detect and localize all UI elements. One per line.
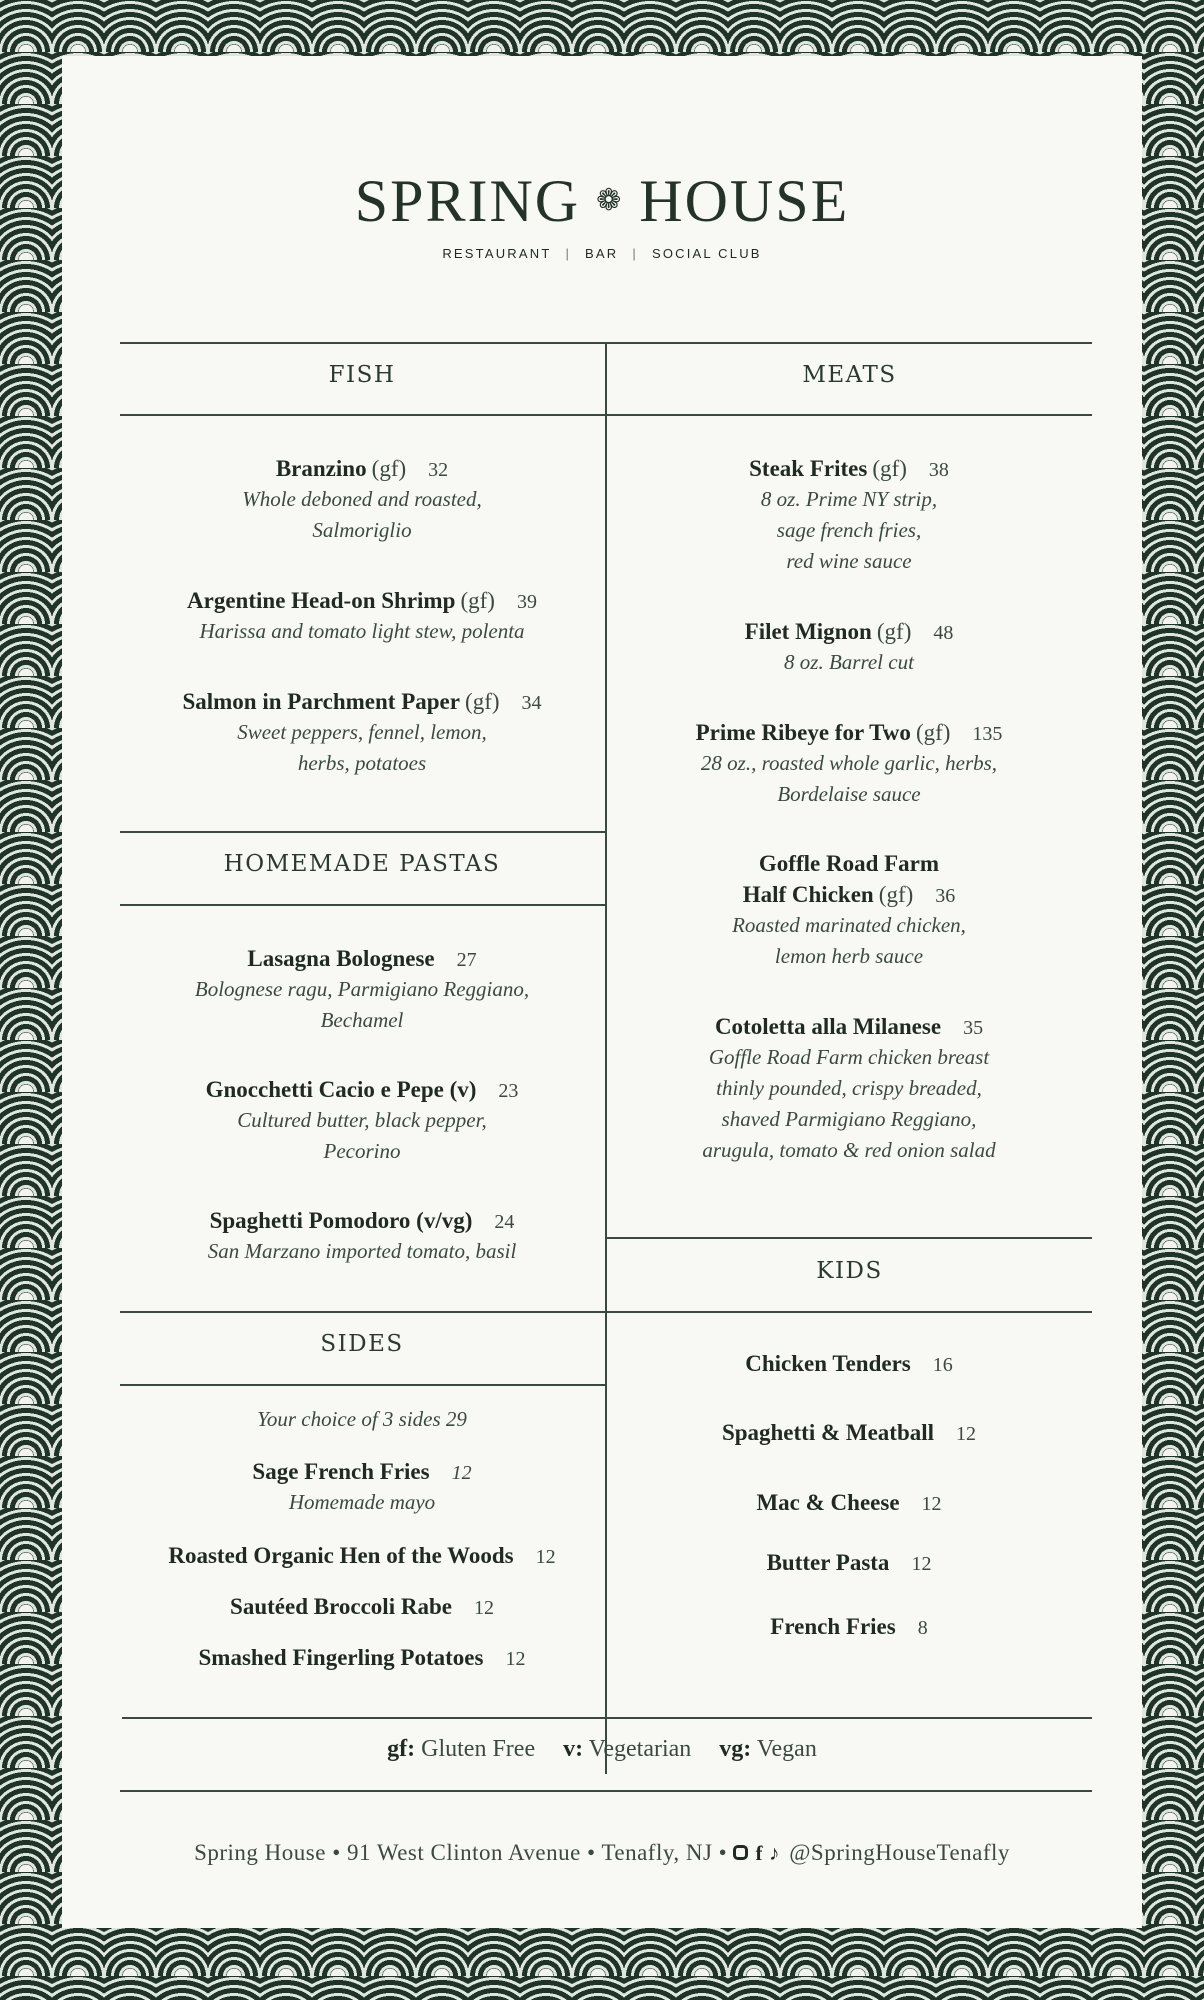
item-name: Spaghetti & Meatball [721,1420,935,1445]
section-title-sides: SIDES [320,1331,404,1357]
section-title-pastas: HOMEMADE PASTAS [223,851,501,877]
item-tag: (gf) [876,619,912,644]
divider-legend-top [122,1717,1092,1719]
item-desc: 8 oz. Prime NY strip, [760,487,938,511]
item-desc: shaved Parmigiano Reggiano, [721,1107,977,1131]
item-price: 36 [935,885,956,907]
divider-pastas-bottom [120,904,605,906]
tagline-bar: BAR [585,246,619,261]
item-name: Spaghetti Pomodoro (v/vg) [209,1208,473,1233]
item-name: Lasagna Bolognese [247,946,435,971]
tagline-divider: | [632,246,638,261]
item-desc: Cultured butter, black pepper, [237,1108,487,1132]
menu-item-salmon [122,686,602,779]
item-price: 16 [932,1354,953,1376]
item-desc: thinly pounded, crispy breaded, [716,1076,982,1100]
item-name: Gnocchetti Cacio e Pepe (v) [205,1077,477,1102]
divider-legend-bottom [120,1790,1092,1792]
divider-sides-kids [120,1311,1092,1313]
item-desc: Salmoriglio [312,518,412,542]
facebook-icon[interactable]: f [755,1841,763,1865]
item-tag: (gf) [465,689,500,714]
item-price: 12 [535,1546,556,1568]
item-price: 39 [516,591,537,613]
item-desc: Whole deboned and roasted, [242,487,482,511]
item-desc: red wine sauce [786,549,912,573]
menu-item-spaghetti-meatball [609,1417,1089,1448]
item-name: Roasted Organic Hen of the Woods [168,1543,514,1568]
logo-right: HOUSE [639,168,850,234]
logo-left: SPRING [354,168,581,234]
menu-item-butter-pasta [609,1547,1089,1578]
menu-item-hen-of-the-woods [122,1540,602,1571]
item-desc: Goffle Road Farm chicken breast [708,1045,990,1069]
divider-pastas-top [120,831,605,833]
item-desc: Homemade mayo [288,1490,436,1514]
item-price: 27 [456,949,477,971]
menu-item-prime-ribeye [609,717,1089,810]
menu-card [62,56,1142,1928]
item-price: 12 [505,1648,526,1670]
tiktok-icon[interactable]: ♪ [768,1841,780,1865]
item-price: 12 [921,1493,942,1515]
menu-item-half-chicken [609,848,1089,972]
legend-vg-value: Vegan [756,1736,817,1762]
item-name: Sautéed Broccoli Rabe [230,1594,452,1619]
item-desc: Bechamel [320,1008,404,1032]
item-price: 8 [917,1617,928,1639]
section-title-kids: KIDS [816,1258,883,1284]
sides-note [122,1404,602,1435]
item-desc: San Marzano imported tomato, basil [207,1239,517,1263]
item-name: Argentine Head-on Shrimp [187,588,456,613]
tagline-restaurant: RESTAURANT [442,246,552,261]
menu-item-cotoletta [609,1011,1089,1166]
flower-icon: ❁ [596,184,624,218]
item-price: 135 [972,723,1003,745]
item-desc: Sweet peppers, fennel, lemon, [237,720,487,744]
item-price: 32 [428,459,449,481]
item-tag: (gf) [371,456,407,481]
footer [62,1840,1142,1866]
menu-item-spaghetti-pomodoro [122,1205,602,1267]
item-tag: (gf) [460,588,495,613]
divider-center [605,342,607,1774]
section-title-fish: FISH [328,362,396,388]
item-desc: Harissa and tomato light stew, polenta [199,619,525,643]
item-name: Goffle Road Farm [758,851,940,876]
item-desc: herbs, potatoes [297,751,427,775]
tagline [62,246,1142,261]
item-name: Cotoletta alla Milanese [714,1014,942,1039]
item-desc: arugula, tomato & red onion salad [702,1138,996,1162]
item-tag: (gf) [872,456,907,481]
footer-handle[interactable]: @SpringHouseTenafly [789,1840,1010,1865]
dietary-legend [62,1736,1142,1763]
item-name: Steak Frites [749,456,868,481]
legend-v-value: Vegetarian [588,1736,692,1762]
item-name: Chicken Tenders [745,1351,911,1376]
item-tag: (gf) [915,720,951,745]
menu-item-branzino [122,453,602,546]
sides-note-text: Your choice of 3 sides 29 [257,1407,467,1431]
item-price: 23 [498,1080,519,1102]
item-desc: 28 oz., roasted whole garlic, herbs, [700,751,998,775]
item-desc: Pecorino [323,1139,401,1163]
divider-kids-top [605,1237,1092,1239]
legend-vg-key: vg: [719,1736,752,1762]
divider-sides-bottom [120,1384,605,1386]
item-desc: Bordelaise sauce [777,782,921,806]
item-price: 34 [521,692,542,714]
item-price: 24 [494,1211,515,1233]
menu-item-gnocchetti [122,1074,602,1167]
menu-item-filet-mignon [609,616,1089,678]
item-name: Filet Mignon [744,619,872,644]
menu-item-mac-cheese [609,1487,1089,1518]
item-name: Smashed Fingerling Potatoes [198,1645,484,1670]
menu-item-broccoli-rabe [122,1591,602,1622]
item-price: 12 [911,1553,932,1575]
menu-item-shrimp [122,585,602,647]
item-name: Mac & Cheese [756,1490,900,1515]
item-price: 12 [451,1462,472,1484]
tagline-divider: | [565,246,572,261]
legend-v-key: v: [563,1736,584,1762]
item-price: 12 [473,1597,494,1619]
item-name: French Fries [770,1614,896,1639]
menu-item-kids-fries [609,1611,1089,1642]
logo [62,161,1142,247]
item-desc: Bolognese ragu, Parmigiano Reggiano, [194,977,530,1001]
menu-item-lasagna [122,943,602,1036]
item-price: 48 [933,622,954,644]
item-desc: sage french fries, [776,518,922,542]
item-price: 12 [956,1423,977,1445]
menu-item-sage-fries [122,1456,602,1518]
item-desc: Roasted marinated chicken, [732,913,966,937]
section-title-meats: MEATS [802,362,897,388]
item-name: Butter Pasta [766,1550,890,1575]
item-name: Sage French Fries [252,1459,430,1484]
item-desc: lemon herb sauce [774,944,924,968]
item-name-line2: Half Chicken [742,882,874,907]
item-name: Branzino [275,456,367,481]
legend-gf-key: gf: [387,1736,416,1762]
legend-gf-value: Gluten Free [421,1736,536,1762]
item-name: Prime Ribeye for Two [695,720,911,745]
menu-item-fingerling-potatoes [122,1642,602,1673]
tagline-social-club: SOCIAL CLUB [651,246,762,261]
footer-address: Spring House • 91 West Clinton Avenue • Tenafly, NJ • [194,1840,728,1865]
item-name: Salmon in Parchment Paper [182,689,460,714]
menu-item-steak-frites [609,453,1089,577]
item-tag: (gf) [878,882,914,907]
item-price: 35 [963,1017,984,1039]
menu-item-chicken-tenders [609,1348,1089,1379]
item-desc: 8 oz. Barrel cut [784,650,914,674]
instagram-icon[interactable] [733,1845,748,1860]
item-price: 38 [928,459,949,481]
